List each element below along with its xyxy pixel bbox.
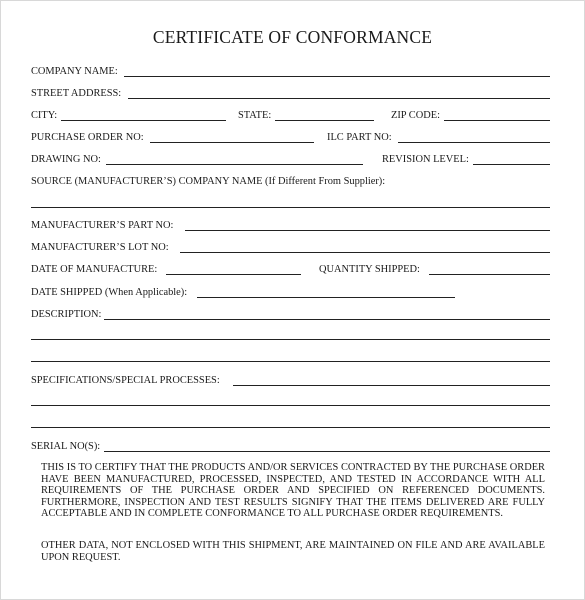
- specifications-line[interactable]: [31, 427, 550, 428]
- serial-nos-label: SERIAL NO(S):: [31, 441, 101, 452]
- manufacturers-lot-field[interactable]: [180, 252, 550, 253]
- company-name-label: COMPANY NAME:: [31, 66, 118, 77]
- specifications-line[interactable]: [31, 405, 550, 406]
- manufacturers-part-label: MANUFACTURER’S PART NO:: [31, 220, 174, 231]
- date-of-manufacture-label: DATE OF MANUFACTURE:: [31, 264, 158, 275]
- specifications-field[interactable]: [233, 385, 550, 386]
- description-field[interactable]: [104, 319, 550, 320]
- state-field[interactable]: [275, 120, 374, 121]
- date-shipped-label: DATE SHIPPED (When Applicable):: [31, 287, 188, 298]
- other-data-statement: OTHER DATA, NOT ENCLOSED WITH THIS SHIPMENT, ARE MAINTAINED ON FILE AND ARE AVAILABLE UPON REQUEST.: [41, 540, 545, 563]
- ilc-part-field[interactable]: [398, 142, 550, 143]
- drawing-no-field[interactable]: [106, 164, 363, 165]
- city-field[interactable]: [61, 120, 226, 121]
- source-company-label: SOURCE (MANUFACTURER’S) COMPANY NAME (If Different From Supplier):: [31, 176, 386, 187]
- description-line[interactable]: [31, 361, 550, 362]
- quantity-shipped-field[interactable]: [429, 274, 550, 275]
- purchase-order-label: PURCHASE ORDER NO:: [31, 132, 144, 143]
- manufacturers-lot-label: MANUFACTURER’S LOT NO:: [31, 242, 169, 253]
- street-address-label: STREET ADDRESS:: [31, 88, 122, 99]
- drawing-no-label: DRAWING NO:: [31, 154, 101, 165]
- revision-level-label: REVISION LEVEL:: [382, 154, 469, 165]
- serial-nos-field[interactable]: [104, 451, 550, 452]
- quantity-shipped-label: QUANTITY SHIPPED:: [319, 264, 420, 275]
- company-name-field[interactable]: [124, 76, 550, 77]
- source-company-field[interactable]: [31, 207, 550, 208]
- city-label: CITY:: [31, 110, 58, 121]
- street-address-field[interactable]: [128, 98, 550, 99]
- description-label: DESCRIPTION:: [31, 309, 102, 320]
- revision-level-field[interactable]: [473, 164, 550, 165]
- certification-statement: THIS IS TO CERTIFY THAT THE PRODUCTS AND/OR SERVICES CONTRACTED BY THE PURCHASE ORDER HAVE BEEN MANUFACTURED, PROCESSED, INSPECTED, AND TESTED IN ACCORDANCE WITH ALL REQUIREMENTS OF THE PURCHASE ORDER AND SPECIFIED ON REFERENCED DOCUMENTS. FURTHERMORE, INSPECTION AND TEST RESULTS SIGNIFY THAT THE ITEMS DELIVERED ARE FULLY ACCEPTABLE AND IN COMPLETE CONFORMANCE TO ALL PURCHASE ORDER REQUIREMENTS.: [41, 462, 545, 520]
- specifications-label: SPECIFICATIONS/SPECIAL PROCESSES:: [31, 375, 220, 386]
- manufacturers-part-field[interactable]: [185, 230, 550, 231]
- zip-code-field[interactable]: [444, 120, 550, 121]
- ilc-part-label: ILC PART NO:: [327, 132, 392, 143]
- date-shipped-field[interactable]: [197, 297, 455, 298]
- description-line[interactable]: [31, 339, 550, 340]
- state-label: STATE:: [238, 110, 272, 121]
- date-of-manufacture-field[interactable]: [166, 274, 301, 275]
- purchase-order-field[interactable]: [150, 142, 314, 143]
- zip-code-label: ZIP CODE:: [391, 110, 440, 121]
- page-title: CERTIFICATE OF CONFORMANCE: [152, 27, 433, 47]
